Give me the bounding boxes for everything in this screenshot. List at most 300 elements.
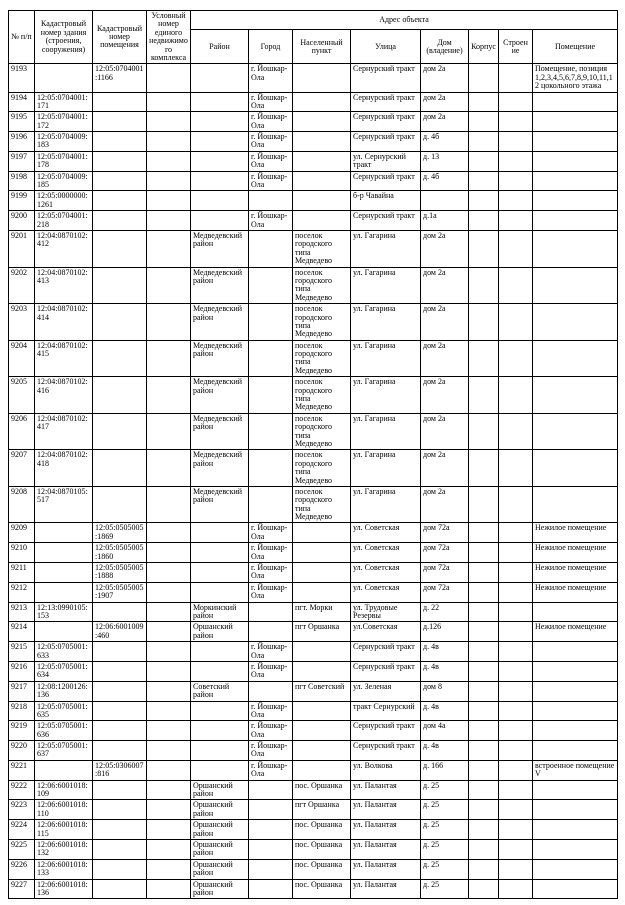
korpus-cell — [469, 879, 499, 899]
cad-premise-cell — [93, 112, 147, 132]
cad-building-cell: 12:05:0705001:636 — [35, 721, 93, 741]
house-cell: дом 8 — [421, 681, 469, 701]
district-cell — [191, 64, 249, 92]
premise-cell — [533, 820, 618, 840]
cond-num-cell — [147, 132, 191, 152]
stroenie-cell — [499, 642, 533, 662]
table-row — [9, 839, 618, 859]
street-cell: ул. Советская — [351, 582, 421, 602]
premise-cell — [533, 701, 618, 721]
cad-building-cell: 12:04:0870102:412 — [35, 230, 93, 267]
stroenie-cell — [499, 304, 533, 341]
cond-num-cell — [147, 780, 191, 800]
street-cell: ул. Советская — [351, 543, 421, 563]
cond-num-cell — [147, 523, 191, 543]
house-cell: д. 166 — [421, 760, 469, 780]
cond-num-cell — [147, 563, 191, 583]
cad-premise-cell — [93, 450, 147, 487]
korpus-cell — [469, 151, 499, 171]
table-row — [9, 661, 618, 681]
stroenie-cell — [499, 859, 533, 879]
house-cell: дом 72а — [421, 563, 469, 583]
registry-sheet — [8, 10, 617, 895]
korpus-cell — [469, 64, 499, 92]
district-cell: Медведевский район — [191, 230, 249, 267]
cad-building-cell: 12:05:0705001:634 — [35, 661, 93, 681]
settlement-cell — [293, 642, 351, 662]
premise-cell: Нежилое помещение — [533, 582, 618, 602]
city-cell: г. Йошкар-Ола — [249, 543, 293, 563]
table-row — [9, 760, 618, 780]
street-cell: ул.Советская — [351, 622, 421, 642]
district-cell — [191, 543, 249, 563]
cad-premise-cell: 12:05:0505005:1860 — [93, 543, 147, 563]
settlement-cell: пгт Советский — [293, 681, 351, 701]
table-row — [9, 112, 618, 132]
district-cell — [191, 563, 249, 583]
street-cell: Сернурский тракт — [351, 741, 421, 761]
row-number-cell: 9226 — [9, 859, 35, 879]
cad-building-cell — [35, 760, 93, 780]
cad-premise-cell — [93, 879, 147, 899]
premise-cell — [533, 839, 618, 859]
table-row — [9, 879, 618, 899]
cad-building-cell: 12:04:0870102:417 — [35, 413, 93, 450]
cond-num-cell — [147, 602, 191, 622]
district-cell — [191, 582, 249, 602]
row-number-cell: 9202 — [9, 267, 35, 304]
table-row — [9, 267, 618, 304]
cad-building-cell: 12:05:0704009:185 — [35, 171, 93, 191]
cad-premise-cell — [93, 151, 147, 171]
premise-cell: Нежилое помещение — [533, 622, 618, 642]
row-number-cell: 9194 — [9, 92, 35, 112]
stroenie-cell — [499, 701, 533, 721]
korpus-cell — [469, 171, 499, 191]
city-cell — [249, 780, 293, 800]
table-row — [9, 741, 618, 761]
premise-cell — [533, 859, 618, 879]
korpus-cell — [469, 413, 499, 450]
table-row — [9, 582, 618, 602]
settlement-cell: пгт Оршанка — [293, 800, 351, 820]
korpus-cell — [469, 661, 499, 681]
row-number-cell: 9199 — [9, 191, 35, 211]
premise-cell — [533, 304, 618, 341]
settlement-cell — [293, 760, 351, 780]
city-cell — [249, 879, 293, 899]
stroenie-cell — [499, 377, 533, 414]
stroenie-cell — [499, 230, 533, 267]
city-cell: г. Йошкар-Ола — [249, 523, 293, 543]
cad-building-cell: 12:06:6001018:136 — [35, 879, 93, 899]
settlement-cell: пос. Оршанка — [293, 839, 351, 859]
settlement-cell — [293, 132, 351, 152]
cad-building-cell: 12:04:0870102:413 — [35, 267, 93, 304]
district-cell — [191, 171, 249, 191]
settlement-cell — [293, 701, 351, 721]
district-cell — [191, 92, 249, 112]
street-cell: ул. Палантая — [351, 820, 421, 840]
district-cell — [191, 701, 249, 721]
district-cell — [191, 741, 249, 761]
row-number-cell: 9227 — [9, 879, 35, 899]
settlement-cell — [293, 661, 351, 681]
stroenie-cell — [499, 879, 533, 899]
settlement-cell: поселок городского типа Медведево — [293, 413, 351, 450]
header-cad-premise: Кадастровый номер помещения — [93, 11, 147, 64]
house-cell: д.1а — [421, 211, 469, 231]
premise-cell — [533, 780, 618, 800]
cad-building-cell — [35, 523, 93, 543]
cond-num-cell — [147, 486, 191, 523]
district-cell — [191, 523, 249, 543]
city-cell: г. Йошкар-Ола — [249, 64, 293, 92]
district-cell — [191, 661, 249, 681]
cad-premise-cell — [93, 486, 147, 523]
table-row — [9, 820, 618, 840]
house-cell: дом 72а — [421, 543, 469, 563]
premise-cell: встроенное помещение V — [533, 760, 618, 780]
cond-num-cell — [147, 582, 191, 602]
cad-building-cell: 12:05:0704009:183 — [35, 132, 93, 152]
city-cell — [249, 820, 293, 840]
house-cell: дом 2а — [421, 377, 469, 414]
cad-building-cell: 12:04:0870102:416 — [35, 377, 93, 414]
house-cell: д. 25 — [421, 879, 469, 899]
premise-cell — [533, 486, 618, 523]
premise-cell — [533, 413, 618, 450]
cond-num-cell — [147, 171, 191, 191]
city-cell — [249, 340, 293, 377]
cad-building-cell: 12:08:1200126:136 — [35, 681, 93, 701]
table-row — [9, 191, 618, 211]
district-cell — [191, 151, 249, 171]
settlement-cell — [293, 151, 351, 171]
table-row — [9, 64, 618, 92]
house-cell: дом 2а — [421, 304, 469, 341]
house-cell: д. 4б — [421, 132, 469, 152]
cad-premise-cell — [93, 92, 147, 112]
district-cell: Советский район — [191, 681, 249, 701]
cad-premise-cell — [93, 230, 147, 267]
house-cell: д. 13 — [421, 151, 469, 171]
district-cell: Оршанский район — [191, 780, 249, 800]
cond-num-cell — [147, 211, 191, 231]
district-cell: Оршанский район — [191, 820, 249, 840]
settlement-cell — [293, 721, 351, 741]
cond-num-cell — [147, 450, 191, 487]
city-cell — [249, 681, 293, 701]
district-cell — [191, 211, 249, 231]
table-row — [9, 701, 618, 721]
premise-cell — [533, 602, 618, 622]
row-number-cell: 9220 — [9, 741, 35, 761]
korpus-cell — [469, 486, 499, 523]
stroenie-cell — [499, 413, 533, 450]
street-cell: ул. Палантая — [351, 839, 421, 859]
row-number-cell: 9206 — [9, 413, 35, 450]
district-cell: Моркинский район — [191, 602, 249, 622]
cad-premise-cell — [93, 340, 147, 377]
stroenie-cell — [499, 64, 533, 92]
cond-num-cell — [147, 112, 191, 132]
city-cell — [249, 413, 293, 450]
stroenie-cell — [499, 780, 533, 800]
house-cell: дом 2а — [421, 92, 469, 112]
street-cell: ул. Гагарина — [351, 486, 421, 523]
cad-premise-cell — [93, 267, 147, 304]
table-row — [9, 563, 618, 583]
korpus-cell — [469, 543, 499, 563]
row-number-cell: 9216 — [9, 661, 35, 681]
settlement-cell: поселок городского типа Медведево — [293, 267, 351, 304]
row-number-cell: 9219 — [9, 721, 35, 741]
cad-building-cell — [35, 64, 93, 92]
settlement-cell: пгт. Морки — [293, 602, 351, 622]
table-row — [9, 377, 618, 414]
row-number-cell: 9222 — [9, 780, 35, 800]
table-row — [9, 622, 618, 642]
header-address-group: Адрес объекта — [191, 11, 618, 30]
cond-num-cell — [147, 267, 191, 304]
house-cell: д. 25 — [421, 800, 469, 820]
district-cell — [191, 132, 249, 152]
cad-premise-cell — [93, 132, 147, 152]
table-row — [9, 721, 618, 741]
row-number-cell: 9201 — [9, 230, 35, 267]
cond-num-cell — [147, 642, 191, 662]
cad-building-cell: 12:05:0000000:1261 — [35, 191, 93, 211]
cad-premise-cell — [93, 859, 147, 879]
premise-cell — [533, 267, 618, 304]
stroenie-cell — [499, 602, 533, 622]
stroenie-cell — [499, 582, 533, 602]
header-korpus: Корпус — [469, 30, 499, 64]
street-cell: Сернурский тракт — [351, 92, 421, 112]
cad-building-cell — [35, 582, 93, 602]
table-row — [9, 92, 618, 112]
row-number-cell: 9193 — [9, 64, 35, 92]
settlement-cell — [293, 171, 351, 191]
premise-cell — [533, 642, 618, 662]
district-cell — [191, 760, 249, 780]
korpus-cell — [469, 450, 499, 487]
table-row — [9, 800, 618, 820]
city-cell: г. Йошкар-Ола — [249, 721, 293, 741]
row-number-cell: 9205 — [9, 377, 35, 414]
district-cell: Медведевский район — [191, 267, 249, 304]
cad-premise-cell: 12:06:6001009:460 — [93, 622, 147, 642]
table-row — [9, 859, 618, 879]
settlement-cell: поселок городского типа Медведево — [293, 304, 351, 341]
district-cell — [191, 112, 249, 132]
table-header — [9, 11, 618, 64]
premise-cell — [533, 800, 618, 820]
district-cell: Медведевский район — [191, 340, 249, 377]
stroenie-cell — [499, 171, 533, 191]
cad-building-cell: 12:06:6001018:109 — [35, 780, 93, 800]
cad-premise-cell: 12:05:0306007:816 — [93, 760, 147, 780]
settlement-cell: пос. Оршанка — [293, 780, 351, 800]
street-cell: ул. Палантая — [351, 780, 421, 800]
premise-cell — [533, 171, 618, 191]
table-row — [9, 486, 618, 523]
cad-premise-cell — [93, 800, 147, 820]
cond-num-cell — [147, 741, 191, 761]
house-cell: дом 2а — [421, 486, 469, 523]
settlement-cell: пос. Оршанка — [293, 859, 351, 879]
cad-building-cell — [35, 543, 93, 563]
city-cell: г. Йошкар-Ола — [249, 211, 293, 231]
stroenie-cell — [499, 820, 533, 840]
house-cell: дом 72а — [421, 582, 469, 602]
row-number-cell: 9203 — [9, 304, 35, 341]
cad-premise-cell — [93, 642, 147, 662]
house-cell: д. 4в — [421, 661, 469, 681]
stroenie-cell — [499, 112, 533, 132]
korpus-cell — [469, 92, 499, 112]
cond-num-cell — [147, 92, 191, 112]
settlement-cell: поселок городского типа Медведево — [293, 340, 351, 377]
city-cell: г. Йошкар-Ола — [249, 563, 293, 583]
settlement-cell — [293, 563, 351, 583]
row-number-cell: 9210 — [9, 543, 35, 563]
table-row — [9, 780, 618, 800]
district-cell: Оршанский район — [191, 879, 249, 899]
house-cell: дом 72а — [421, 523, 469, 543]
cond-num-cell — [147, 191, 191, 211]
cad-premise-cell: 12:05:0505005:1869 — [93, 523, 147, 543]
cond-num-cell — [147, 64, 191, 92]
cad-premise-cell — [93, 820, 147, 840]
cad-premise-cell — [93, 701, 147, 721]
house-cell: д. 25 — [421, 839, 469, 859]
district-cell: Медведевский район — [191, 486, 249, 523]
house-cell: дом 4а — [421, 721, 469, 741]
cad-premise-cell — [93, 681, 147, 701]
cad-building-cell: 12:05:0704001:172 — [35, 112, 93, 132]
premise-cell — [533, 681, 618, 701]
city-cell — [249, 602, 293, 622]
district-cell — [191, 642, 249, 662]
cad-premise-cell — [93, 602, 147, 622]
korpus-cell — [469, 304, 499, 341]
stroenie-cell — [499, 839, 533, 859]
stroenie-cell — [499, 622, 533, 642]
premise-cell: Нежилое помещение — [533, 543, 618, 563]
header-cad-building: Кадастровый номер здания (строения, сооружения) — [35, 11, 93, 64]
street-cell: ул. Советская — [351, 523, 421, 543]
settlement-cell — [293, 582, 351, 602]
street-cell: ул. Зеленая — [351, 681, 421, 701]
premise-cell — [533, 721, 618, 741]
city-cell — [249, 622, 293, 642]
header-stroenie: Строение — [499, 30, 533, 64]
street-cell: ул. Сернурский тракт — [351, 151, 421, 171]
settlement-cell — [293, 64, 351, 92]
street-cell: ул. Гагарина — [351, 304, 421, 341]
city-cell — [249, 486, 293, 523]
house-cell: д. 22 — [421, 602, 469, 622]
city-cell — [249, 839, 293, 859]
cond-num-cell — [147, 230, 191, 267]
korpus-cell — [469, 859, 499, 879]
cad-building-cell: 12:06:6001018:132 — [35, 839, 93, 859]
city-cell: г. Йошкар-Ола — [249, 701, 293, 721]
cad-building-cell: 12:05:0704001:171 — [35, 92, 93, 112]
stroenie-cell — [499, 450, 533, 487]
cond-num-cell — [147, 820, 191, 840]
row-number-cell: 9214 — [9, 622, 35, 642]
settlement-cell: поселок городского типа Медведево — [293, 377, 351, 414]
cond-num-cell — [147, 879, 191, 899]
premise-cell — [533, 230, 618, 267]
cond-num-cell — [147, 622, 191, 642]
table-row — [9, 523, 618, 543]
cad-building-cell — [35, 563, 93, 583]
street-cell: ул. Гагарина — [351, 413, 421, 450]
row-number-cell: 9221 — [9, 760, 35, 780]
cond-num-cell — [147, 681, 191, 701]
settlement-cell — [293, 543, 351, 563]
stroenie-cell — [499, 486, 533, 523]
street-cell: ул. Палантая — [351, 879, 421, 899]
cond-num-cell — [147, 701, 191, 721]
table-body — [9, 64, 618, 899]
korpus-cell — [469, 523, 499, 543]
row-number-cell: 9209 — [9, 523, 35, 543]
cad-building-cell: 12:06:6001018:115 — [35, 820, 93, 840]
cond-num-cell — [147, 661, 191, 681]
header-street: Улица — [351, 30, 421, 64]
stroenie-cell — [499, 800, 533, 820]
house-cell: д. 4б — [421, 171, 469, 191]
settlement-cell — [293, 523, 351, 543]
cad-premise-cell — [93, 741, 147, 761]
cad-premise-cell — [93, 780, 147, 800]
header-city: Город — [249, 30, 293, 64]
city-cell: г. Йошкар-Ола — [249, 642, 293, 662]
house-cell: д. 25 — [421, 859, 469, 879]
cad-premise-cell — [93, 171, 147, 191]
stroenie-cell — [499, 191, 533, 211]
row-number-cell: 9224 — [9, 820, 35, 840]
street-cell: Сернурский тракт — [351, 721, 421, 741]
street-cell: Сернурский тракт — [351, 661, 421, 681]
street-cell: ул. Трудовые Резервы — [351, 602, 421, 622]
settlement-cell: пгт Оршанка — [293, 622, 351, 642]
cad-building-cell: 12:05:0704001:178 — [35, 151, 93, 171]
house-cell: дом 2а — [421, 413, 469, 450]
cond-num-cell — [147, 377, 191, 414]
city-cell — [249, 377, 293, 414]
stroenie-cell — [499, 760, 533, 780]
cad-building-cell: 12:06:6001018:133 — [35, 859, 93, 879]
city-cell: г. Йошкар-Ола — [249, 92, 293, 112]
header-settlement: Населенный пункт — [293, 30, 351, 64]
district-cell: Медведевский район — [191, 413, 249, 450]
cad-premise-cell: 12:05:0704001:1166 — [93, 64, 147, 92]
header-house: Дом (владение) — [421, 30, 469, 64]
settlement-cell — [293, 191, 351, 211]
stroenie-cell — [499, 151, 533, 171]
premise-cell: Нежилое помещение — [533, 523, 618, 543]
table-row — [9, 132, 618, 152]
premise-cell — [533, 211, 618, 231]
premise-cell — [533, 92, 618, 112]
cad-premise-cell — [93, 211, 147, 231]
